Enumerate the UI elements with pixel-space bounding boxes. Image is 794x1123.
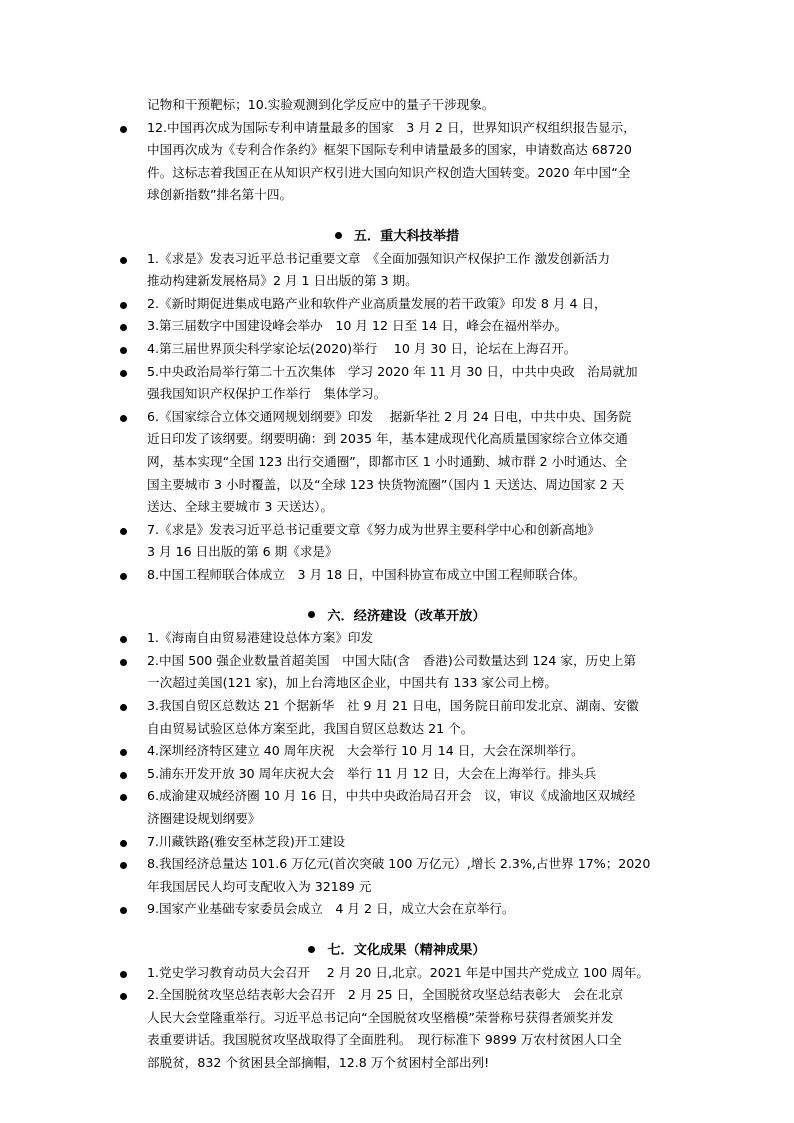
- section-heading: [0, 941, 794, 961]
- text-line: 8.中国工程师联合体成立 3 月 18 日，中国科协宣布成立中国工程师联合体。: [147, 567, 586, 582]
- text-line: 5.浦东开发开放 30 周年庆祝大会 举行 11 月 12 日，大会在上海举行。排头兵: [147, 765, 597, 781]
- text-line: 3 月 16 日出版的第 6 期《求是》: [147, 544, 338, 560]
- bullet-icon: [120, 415, 127, 422]
- text-line: 人民大会堂隆重举行。习近平总书记向“全国脱贫攻坚楷模”荣誉称号获得者颁奖并发: [147, 1009, 614, 1025]
- bullet-icon: [120, 347, 127, 354]
- bullet-icon: [120, 573, 127, 580]
- text-line: 2.《新时期促进集成电路产业和软件产业高质量发展的若干政策》印发 8 月 4 日，: [147, 295, 607, 311]
- text-line: 5.中央政治局举行第二十五次集体 学习 2020 年 11 月 30 日，中共中央政 治局就加: [147, 363, 638, 379]
- bullet-icon: [120, 840, 127, 847]
- bullet-icon: [120, 749, 127, 756]
- text-line: 1.《海南自由贸易港建设总体方案》印发: [147, 630, 374, 646]
- text-line: 自由贸易试验区总体方案至此，我国自贸区总数达 21 个。: [147, 720, 474, 736]
- text-line: 送达、全球主要城市 3 天送达）。: [147, 499, 334, 515]
- text-line: 7.川藏铁路(雅安至林芝段)开工建设: [147, 833, 346, 849]
- bullet-icon: [120, 907, 127, 914]
- section-title: 五．重大科技举措: [353, 229, 460, 244]
- text-line: 2.全国脱贫攻坚总结表彰大会召开 2 月 25 日，全国脱贫攻坚总结表彰大 会在北京: [147, 987, 624, 1003]
- text-line: 9.国家产业基础专家委员会成立 4 月 2 日，成立大会在京举行。: [147, 901, 515, 917]
- text-line: 表重要讲话。我国脱贫攻坚战取得了全面胜利。 现行标准下 9899 万农村贫困人口全: [147, 1032, 622, 1048]
- bullet-icon: [120, 636, 127, 643]
- text-line: 1.党史学习教育动员大会召开 2 月 20 日,北京。2021 年是中国共产党成立 100 周年。: [147, 964, 649, 980]
- text-line: 济圈建设规划纲要》: [147, 811, 261, 826]
- text-line: 4.第三届世界顶尖科学家论坛(2020)举行 10 月 30 日，论坛在上海召开。: [147, 341, 577, 356]
- bullet-icon: [120, 772, 127, 779]
- bullet-icon: [120, 324, 127, 331]
- text-line: 球创新指数”排名第十四。: [147, 187, 293, 203]
- text-line: 3.我国自贸区总数达 21 个据新华 社 9 月 21 日电，国务院日前印发北京、湖南、安徽: [147, 698, 639, 713]
- bullet-icon: [335, 232, 342, 239]
- text-line: 中国再次成为《专利合作条约》框架下国际专利申请量最多的国家，申请数高达 68720: [147, 142, 632, 158]
- section-heading: [0, 227, 794, 247]
- text-line: 8.我国经济总量达 101.6 万亿元(首次突破 100 万亿元）,增长 2.3%,占世界 17%；2020: [147, 856, 651, 872]
- text-line: 2.中国 500 强企业数量首超美国 中国大陆(含 香港)公司数量达到 124 家，历史上第: [147, 652, 636, 668]
- bullet-icon: [120, 704, 127, 711]
- text-line: 国主要城市 3 小时覆盖，以及“全球 123 快货物流圈”（国内 1 天送达、周边国家 2 天: [147, 476, 625, 492]
- text-line: 3.第三届数字中国建设峰会举办 10 月 12 日至 14 日，峰会在福州举办。: [147, 318, 568, 334]
- bullet-icon: [120, 302, 127, 309]
- text-line: 部脱贫，832 个贫困县全部摘帽，12.8 万个贫困村全部出列!: [147, 1055, 490, 1070]
- text-line: 网，基本实现“全国 123 出行交通圈”，即都市区 1 小时通勤、城市群 2 小时通达、全: [147, 454, 628, 469]
- bullet-icon: [120, 862, 127, 869]
- text-line: 记物和干预靶标；10.实验观测到化学反应中的量子干涉现象。: [147, 97, 495, 112]
- text-line: 年我国居民人均可支配收入为 32189 元: [147, 878, 372, 894]
- text-line: 6.《国家综合立体交通网规划纲要》印发 据新华社 2 月 24 日电，中共中央、国务院: [147, 408, 632, 424]
- text-line: 强我国知识产权保护工作举行 集体学习。: [147, 386, 387, 402]
- bullet-icon: [120, 257, 127, 264]
- section-title: 六．经济建设（改革开放）: [327, 608, 486, 624]
- text-line: 一次超过美国(121 家)，加上台湾地区企业，中国共有 133 家公司上榜。: [147, 675, 557, 691]
- bullet-icon: [120, 126, 127, 133]
- text-line: 12.中国再次成为国际专利申请量最多的国家 3 月 2 日，世界知识产权组织报告显示，: [147, 119, 636, 135]
- section-title: 七．文化成果（精神成果）: [327, 943, 486, 958]
- text-line: 1.《求是》发表习近平总书记重要文章 《全面加强知识产权保护工作 激发创新活力: [147, 250, 611, 266]
- bullet-icon: [120, 794, 127, 801]
- text-line: 推动构建新发展格局》2 月 1 日出版的第 3 期。: [147, 273, 418, 289]
- text-line: 近日印发了该纲要。纲要明确：到 2035 年，基本建成现代化高质量国家综合立体交通: [147, 431, 628, 447]
- bullet-icon: [120, 993, 127, 1000]
- text-line: 件。这标志着我国正在从知识产权引进大国向知识产权创造大国转变。2020 年中国“全: [147, 164, 631, 180]
- text-line: 6.成渝建双城经济圈 10 月 16 日，中共中央政治局召开会 议，审议《成渝地区双城经: [147, 788, 636, 804]
- bullet-icon: [308, 946, 315, 953]
- bullet-icon: [120, 528, 127, 535]
- bullet-icon: [120, 659, 127, 666]
- section-heading: [0, 607, 794, 627]
- bullet-icon: [120, 971, 127, 978]
- text-line: 4.深圳经济特区建立 40 周年庆祝 大会举行 10 月 14 日，大会在深圳举行。: [147, 743, 584, 759]
- text-line: 7.《求是》发表习近平总书记重要文章《努力成为世界主要科学中心和创新高地》: [147, 521, 600, 537]
- bullet-icon: [120, 370, 127, 377]
- bullet-icon: [308, 611, 315, 618]
